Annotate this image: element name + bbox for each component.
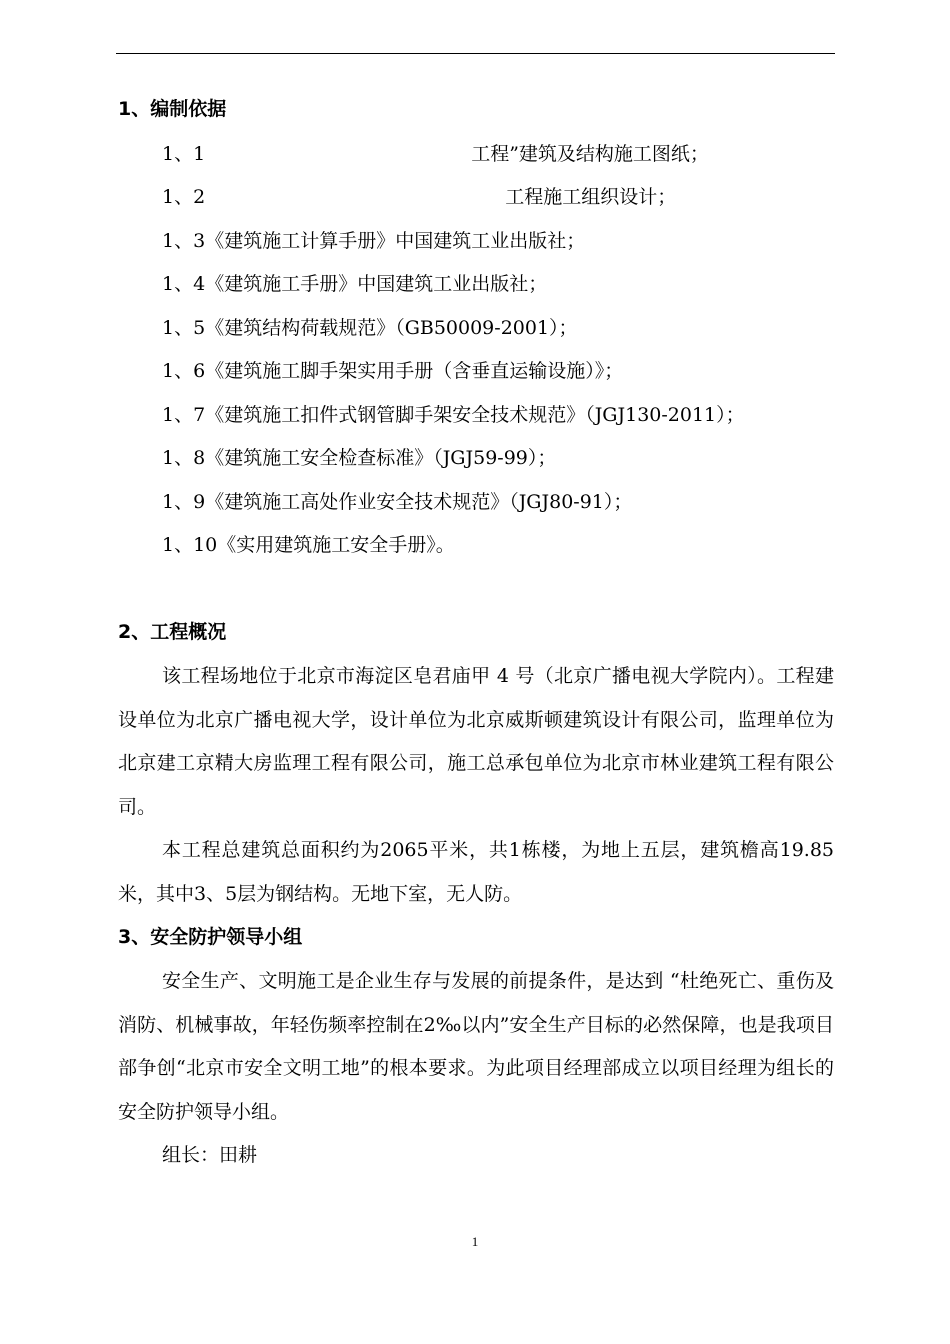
ref-text: 《建筑施工手册》中国建筑工业出版社； (205, 273, 548, 295)
paragraph-text: 安全生产、文明施工是企业生存与发展的前提条件，是达到 “杜绝死亡、重伤及消防、机械事故，年轻伤频率控制在2‰以内”安全生产目标的必然保障，也是我项目部争创“北京市安全文明工地”的根本要求。为此项目经理部成立以项目经理为组长的安全防护领导小组。 (118, 970, 834, 1123)
section-3-heading: 3、安全防护领导小组 (118, 926, 303, 948)
ref-num: 1、6 (162, 360, 206, 382)
ref-item-8 (162, 446, 556, 470)
ref-item-4 (162, 272, 547, 296)
ref-text: 《实用建筑施工安全手册》。 (217, 534, 455, 556)
section-1-heading: 1、编制依据 (118, 98, 227, 120)
section-2-heading: 2、工程概况 (118, 621, 227, 643)
ref-item-10 (162, 533, 455, 557)
ref-text: 工程施工组织设计； (505, 186, 677, 208)
safety-goal-paragraph (118, 960, 834, 1134)
project-location-paragraph (118, 655, 834, 829)
ref-text: 《建筑施工扣件式钢管脚手架安全技术规范》（JGJ130-2011）； (205, 404, 745, 426)
ref-item-1 (162, 142, 709, 166)
ref-num: 1、8 (162, 447, 206, 469)
project-scale-paragraph (118, 829, 834, 916)
ref-text: 《建筑施工脚手架实用手册（含垂直运输设施）》； (205, 360, 624, 382)
ref-item-9 (162, 490, 632, 514)
ref-text: 工程”建筑及结构施工图纸； (471, 143, 709, 165)
ref-item-7 (162, 403, 745, 427)
ref-num: 1、10 (162, 534, 218, 556)
header-rule (116, 53, 835, 54)
paragraph-text: 该工程场地位于北京市海淀区皂君庙甲 4 号（北京广播电视大学院内）。工程建设单位为北京广播电视大学，设计单位为北京威斯顿建筑设计有限公司，监理单位为北京建工京精大房监理工程有限公司，施工总承包单位为北京市林业建筑工程有限公司。 (118, 665, 834, 818)
ref-num: 1、5 (162, 317, 206, 339)
ref-text: 《建筑结构荷载规范》（GB50009-2001）； (205, 317, 578, 339)
ref-text: 《建筑施工安全检查标准》（JGJ59-99）； (205, 447, 557, 469)
ref-item-3 (162, 229, 585, 253)
ref-item-6 (162, 359, 623, 383)
ref-item-5 (162, 316, 578, 340)
ref-num: 1、2 (162, 186, 206, 208)
ref-text: 《建筑施工高处作业安全技术规范》（JGJ80-91）； (205, 491, 633, 513)
ref-num: 1、7 (162, 404, 206, 426)
team-leader-line (118, 1134, 834, 1178)
ref-item-2 (162, 185, 676, 209)
page-number: 1 (471, 1234, 479, 1249)
paragraph-text: 本工程总建筑总面积约为2065平米，共1栋楼，为地上五层，建筑檐高19.85米，其中3、5层为钢结构。无地下室，无人防。 (118, 839, 834, 905)
ref-num: 1、9 (162, 491, 206, 513)
ref-text: 《建筑施工计算手册》中国建筑工业出版社； (205, 230, 586, 252)
ref-num: 1、1 (162, 143, 206, 165)
ref-num: 1、3 (162, 230, 206, 252)
ref-num: 1、4 (162, 273, 206, 295)
paragraph-text: 组长：田耕 (162, 1144, 258, 1166)
